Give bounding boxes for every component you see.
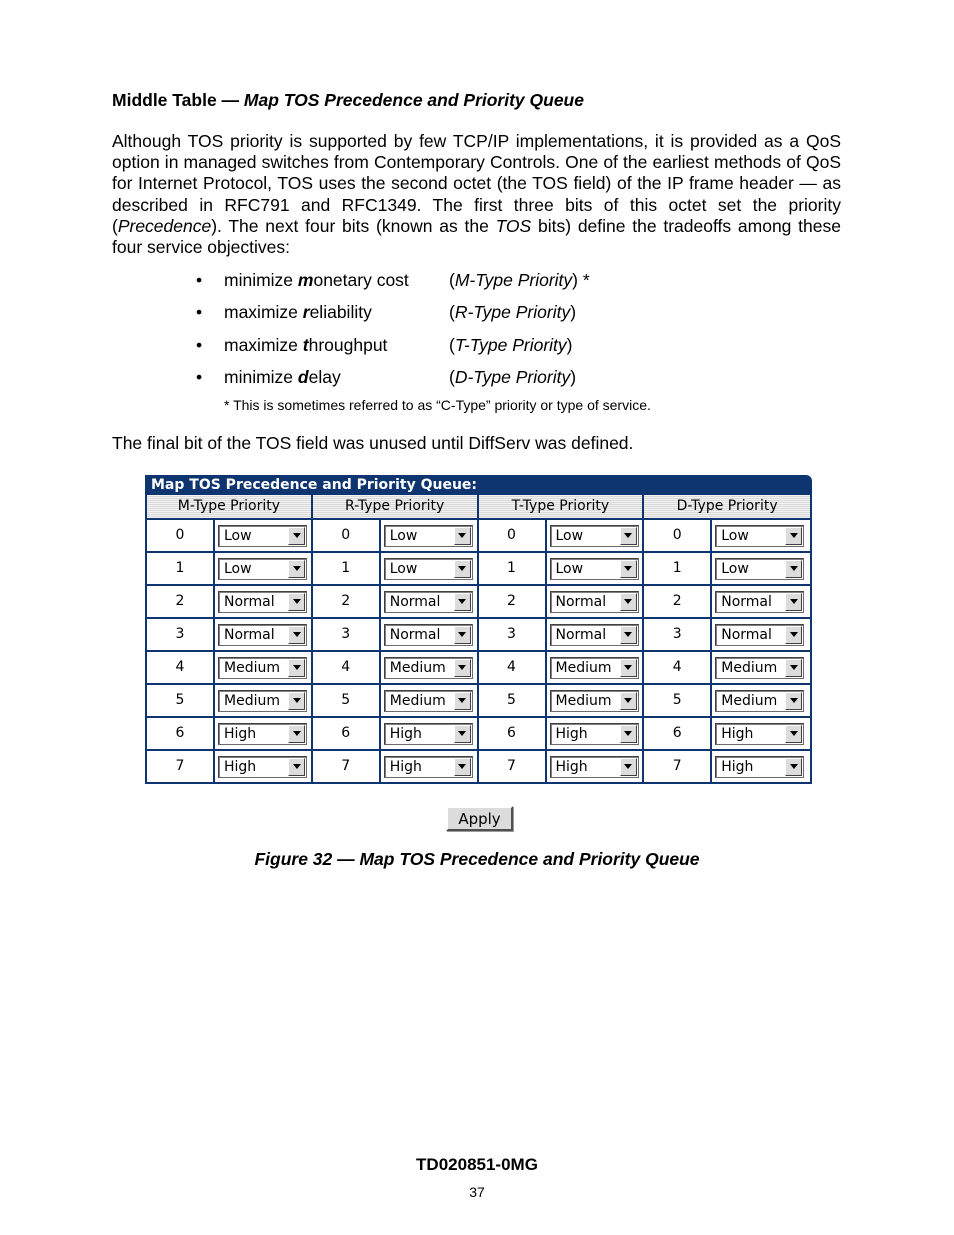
precedence-index: 2 [147, 586, 215, 617]
priority-row [147, 685, 311, 718]
priority-select[interactable] [218, 723, 307, 745]
priority-row [313, 751, 477, 782]
chevron-down-icon[interactable] [785, 725, 802, 743]
priority-select[interactable] [384, 723, 473, 745]
priority-column [313, 495, 479, 782]
precedence-index: 2 [479, 586, 547, 617]
priority-select-value: Normal [224, 626, 275, 643]
priority-select-value: Normal [389, 593, 441, 610]
select-cell [547, 652, 643, 683]
priority-row [644, 685, 810, 718]
priority-select-value: High [224, 758, 257, 775]
priority-row [147, 718, 311, 751]
select-cell [712, 553, 810, 584]
priority-grid [145, 495, 812, 784]
select-cell [381, 652, 477, 683]
priority-row [313, 553, 477, 586]
priority-select[interactable] [550, 723, 639, 745]
priority-row [147, 520, 311, 553]
section-heading [112, 90, 584, 111]
chevron-down-icon[interactable] [785, 626, 802, 644]
priority-row [479, 652, 643, 685]
priority-select[interactable] [218, 558, 307, 580]
chevron-down-icon[interactable] [620, 626, 637, 644]
chevron-down-icon[interactable] [620, 692, 637, 710]
priority-row [147, 619, 311, 652]
select-cell [712, 751, 810, 782]
priority-select-value: High [224, 725, 257, 742]
priority-select[interactable] [218, 624, 307, 646]
precedence-index: 6 [313, 718, 381, 749]
priority-select-value: Low [224, 527, 252, 544]
priority-type-label: D-Type Priority [454, 366, 571, 387]
priority-select[interactable] [715, 657, 804, 679]
chevron-down-icon[interactable] [288, 560, 305, 578]
select-cell [712, 685, 810, 716]
priority-select-value: Medium [389, 659, 446, 676]
precedence-index: 7 [147, 751, 215, 782]
select-cell [712, 520, 810, 551]
select-cell [215, 520, 311, 551]
chevron-down-icon[interactable] [288, 527, 305, 545]
priority-row [479, 520, 643, 553]
priority-row [147, 652, 311, 685]
document-id: TD020851-0MG [416, 1155, 538, 1174]
priority-select-value: Medium [555, 659, 612, 676]
priority-select[interactable] [715, 756, 804, 778]
objective-rest: hroughput [308, 334, 388, 355]
chevron-down-icon[interactable] [620, 527, 637, 545]
priority-select[interactable] [218, 591, 307, 613]
priority-select[interactable] [384, 690, 473, 712]
chevron-down-icon[interactable] [288, 758, 305, 776]
priority-column [479, 495, 645, 782]
intro-text-2: ). The next four bits (known as the [211, 215, 496, 236]
figure-caption: Figure 32 — Map TOS Precedence and Priority Queue [254, 849, 700, 869]
precedence-index: 4 [147, 652, 215, 683]
priority-select[interactable] [550, 591, 639, 613]
apply-button[interactable]: Apply [446, 806, 513, 831]
chevron-down-icon[interactable] [620, 659, 637, 677]
chevron-down-icon[interactable] [288, 725, 305, 743]
chevron-down-icon[interactable] [785, 692, 802, 710]
priority-select[interactable] [550, 558, 639, 580]
precedence-index: 6 [644, 718, 712, 749]
priority-row [479, 718, 643, 751]
objective-pre: maximize [224, 334, 303, 355]
select-cell [547, 586, 643, 617]
priority-select[interactable] [550, 525, 639, 547]
priority-select-value: Low [389, 527, 418, 544]
chevron-down-icon[interactable] [620, 758, 637, 776]
column-header: D-Type Priority [644, 495, 810, 520]
priority-select-value: Low [389, 560, 418, 577]
priority-select-value: Normal [555, 593, 607, 610]
precedence-index: 0 [479, 520, 547, 551]
chevron-down-icon[interactable] [454, 758, 471, 776]
select-cell [381, 619, 477, 650]
priority-row [644, 619, 810, 652]
priority-select-value: High [721, 725, 754, 742]
precedence-index: 0 [644, 520, 712, 551]
select-cell [547, 751, 643, 782]
priority-select-value: Normal [721, 626, 772, 643]
final-paragraph: The final bit of the TOS field was unused until DiffServ was defined. [112, 433, 634, 453]
heading-italic: Map TOS Precedence and Priority Queue [243, 90, 584, 110]
priority-select-value: Medium [555, 692, 612, 709]
precedence-index: 1 [313, 553, 381, 584]
chevron-down-icon[interactable] [288, 659, 305, 677]
paren-open: ( [449, 366, 455, 387]
priority-select[interactable] [384, 558, 473, 580]
precedence-index: 4 [479, 652, 547, 683]
priority-row [313, 520, 477, 553]
precedence-index: 7 [644, 751, 712, 782]
priority-select[interactable] [715, 690, 804, 712]
priority-select[interactable] [550, 756, 639, 778]
priority-select[interactable] [384, 624, 473, 646]
priority-select[interactable] [384, 591, 473, 613]
chevron-down-icon[interactable] [454, 593, 471, 611]
intro-italic-precedence: Precedence [117, 215, 212, 236]
precedence-index: 2 [313, 586, 381, 617]
precedence-index: 5 [147, 685, 215, 716]
priority-row [313, 586, 477, 619]
chevron-down-icon[interactable] [620, 560, 637, 578]
select-cell [381, 586, 477, 617]
chevron-down-icon[interactable] [785, 527, 802, 545]
paren-close: ) [570, 302, 577, 323]
priority-row [644, 553, 810, 586]
priority-select-value: Medium [389, 692, 446, 709]
paren-close: ) [570, 366, 577, 387]
select-cell [215, 619, 311, 650]
precedence-index: 3 [644, 619, 712, 650]
priority-select-value: High [555, 725, 588, 742]
priority-select-value: Medium [224, 659, 280, 676]
priority-row [147, 553, 311, 586]
priority-select-value: High [389, 758, 422, 775]
paren-open: ( [449, 302, 455, 323]
priority-select[interactable] [218, 756, 307, 778]
panel-title: Map TOS Precedence and Priority Queue: [145, 475, 812, 495]
priority-select-value: Medium [721, 692, 778, 709]
select-cell [547, 619, 643, 650]
priority-select-value: Medium [224, 692, 280, 709]
priority-type [449, 268, 590, 292]
priority-select-value: Low [224, 560, 252, 577]
priority-type [449, 300, 576, 324]
priority-select[interactable] [715, 624, 804, 646]
select-cell [215, 586, 311, 617]
priority-select-value: High [721, 758, 754, 775]
select-cell [381, 751, 477, 782]
select-cell [547, 685, 643, 716]
chevron-down-icon[interactable] [785, 560, 802, 578]
priority-select-value: Low [721, 560, 749, 577]
chevron-down-icon[interactable] [785, 758, 802, 776]
chevron-down-icon[interactable] [785, 659, 802, 677]
page-number: 37 [469, 1184, 485, 1200]
priority-type-label: M-Type Priority [454, 270, 573, 290]
objective-letter: r [302, 302, 310, 323]
priority-select-value: Medium [721, 659, 778, 676]
column-header: R-Type Priority [313, 495, 477, 520]
intro-italic-tos: TOS [495, 215, 532, 236]
priority-select[interactable] [715, 558, 804, 580]
paren-close: ) * [572, 270, 590, 290]
precedence-index: 2 [644, 586, 712, 617]
priority-select[interactable] [715, 591, 804, 613]
priority-type-label: T-Type Priority [454, 334, 567, 355]
select-cell [381, 685, 477, 716]
precedence-index: 1 [147, 553, 215, 584]
priority-row [644, 652, 810, 685]
priority-select-value: High [555, 758, 588, 775]
objective-rest: elay [308, 366, 341, 387]
paren-close: ) [566, 334, 573, 355]
priority-row [644, 586, 810, 619]
priority-row [313, 652, 477, 685]
priority-type-label: R-Type Priority [454, 302, 571, 323]
priority-select[interactable] [715, 723, 804, 745]
priority-type [449, 333, 572, 357]
intro-text-1: Although TOS priority is supported by few TCP/IP implementations, it is provided as a QoS option in managed switches from Contemporary Controls. One of the earliest methods of QoS for Internet Protocol, TOS uses the second octet (the TOS field) of the IP frame header — as described in RFC791 and RFC1349. The first three bits of this octet set the priority ( [112, 131, 841, 236]
bullet-glyph: • [196, 302, 203, 323]
chevron-down-icon[interactable] [454, 626, 471, 644]
intro-text-3: bits) define the tradeoffs among these four service objectives: [112, 215, 841, 258]
precedence-index: 3 [479, 619, 547, 650]
priority-select-value: Low [555, 527, 584, 544]
chevron-down-icon[interactable] [288, 692, 305, 710]
priority-column [644, 495, 810, 782]
bullet-glyph: • [196, 270, 203, 290]
select-cell [215, 652, 311, 683]
chevron-down-icon[interactable] [785, 593, 802, 611]
select-cell [215, 718, 311, 749]
priority-select-value: Low [721, 527, 749, 544]
priority-select-value: High [389, 725, 422, 742]
precedence-index: 0 [313, 520, 381, 551]
footnote: * This is sometimes referred to as “C-Type” priority or type of service. [224, 397, 651, 413]
priority-select[interactable] [384, 525, 473, 547]
precedence-index: 7 [479, 751, 547, 782]
priority-row [479, 619, 643, 652]
chevron-down-icon[interactable] [454, 560, 471, 578]
priority-row [644, 520, 810, 553]
precedence-index: 4 [644, 652, 712, 683]
chevron-down-icon[interactable] [288, 593, 305, 611]
objective-rest: eliability [309, 302, 372, 323]
select-cell [712, 652, 810, 683]
precedence-index: 3 [313, 619, 381, 650]
chevron-down-icon[interactable] [454, 527, 471, 545]
objective-rest: onetary cost [313, 270, 409, 290]
select-cell [712, 586, 810, 617]
objective-pre: maximize [224, 302, 303, 323]
precedence-index: 4 [313, 652, 381, 683]
paren-open: ( [449, 334, 455, 355]
objective-letter: m [297, 270, 314, 290]
intro-paragraph [112, 131, 841, 258]
priority-select[interactable] [218, 525, 307, 547]
priority-row [147, 586, 311, 619]
precedence-index: 6 [147, 718, 215, 749]
priority-row [479, 553, 643, 586]
select-cell [547, 520, 643, 551]
priority-row [479, 751, 643, 782]
priority-row [147, 751, 311, 782]
heading-bold: Middle Table — [112, 90, 244, 110]
priority-select[interactable] [550, 624, 639, 646]
select-cell [381, 553, 477, 584]
column-header: T-Type Priority [479, 495, 643, 520]
objective-letter: t [302, 334, 309, 355]
objective-pre: minimize [224, 270, 298, 290]
select-cell [215, 553, 311, 584]
precedence-index: 5 [313, 685, 381, 716]
priority-select-value: Normal [721, 593, 772, 610]
priority-row [479, 586, 643, 619]
priority-select[interactable] [715, 525, 804, 547]
priority-type [449, 365, 576, 389]
objective-pre: minimize [224, 366, 298, 387]
chevron-down-icon[interactable] [288, 626, 305, 644]
priority-select[interactable] [218, 690, 307, 712]
column-header: M-Type Priority [147, 495, 311, 520]
objective-text [224, 365, 341, 389]
paren-open: ( [449, 270, 455, 290]
bullet-glyph: • [196, 366, 203, 387]
select-cell [381, 718, 477, 749]
precedence-index: 7 [313, 751, 381, 782]
objective-letter: d [297, 366, 309, 387]
priority-row [644, 751, 810, 782]
select-cell [712, 718, 810, 749]
priority-select[interactable] [384, 756, 473, 778]
precedence-index: 1 [479, 553, 547, 584]
select-cell [381, 520, 477, 551]
priority-row [313, 619, 477, 652]
chevron-down-icon[interactable] [454, 659, 471, 677]
chevron-down-icon[interactable] [454, 725, 471, 743]
priority-row [313, 685, 477, 718]
select-cell [215, 751, 311, 782]
priority-select[interactable] [550, 657, 639, 679]
select-cell [712, 619, 810, 650]
priority-row [644, 718, 810, 751]
precedence-index: 6 [479, 718, 547, 749]
priority-select-value: Low [555, 560, 584, 577]
priority-select[interactable] [218, 657, 307, 679]
objective-text [224, 300, 372, 324]
bullet-glyph: • [196, 334, 203, 355]
priority-select[interactable] [550, 690, 639, 712]
precedence-index: 5 [644, 685, 712, 716]
select-cell [547, 553, 643, 584]
priority-column [147, 495, 313, 782]
select-cell [547, 718, 643, 749]
priority-row [313, 718, 477, 751]
precedence-index: 5 [479, 685, 547, 716]
objective-text [224, 333, 387, 357]
objective-text [224, 268, 409, 292]
select-cell [215, 685, 311, 716]
priority-select-value: Normal [224, 593, 275, 610]
priority-select-value: Normal [389, 626, 441, 643]
precedence-index: 1 [644, 553, 712, 584]
chevron-down-icon[interactable] [620, 725, 637, 743]
priority-row [479, 685, 643, 718]
priority-select[interactable] [384, 657, 473, 679]
chevron-down-icon[interactable] [454, 692, 471, 710]
tos-priority-panel [145, 475, 812, 786]
priority-select-value: Normal [555, 626, 607, 643]
precedence-index: 3 [147, 619, 215, 650]
precedence-index: 0 [147, 520, 215, 551]
chevron-down-icon[interactable] [620, 593, 637, 611]
